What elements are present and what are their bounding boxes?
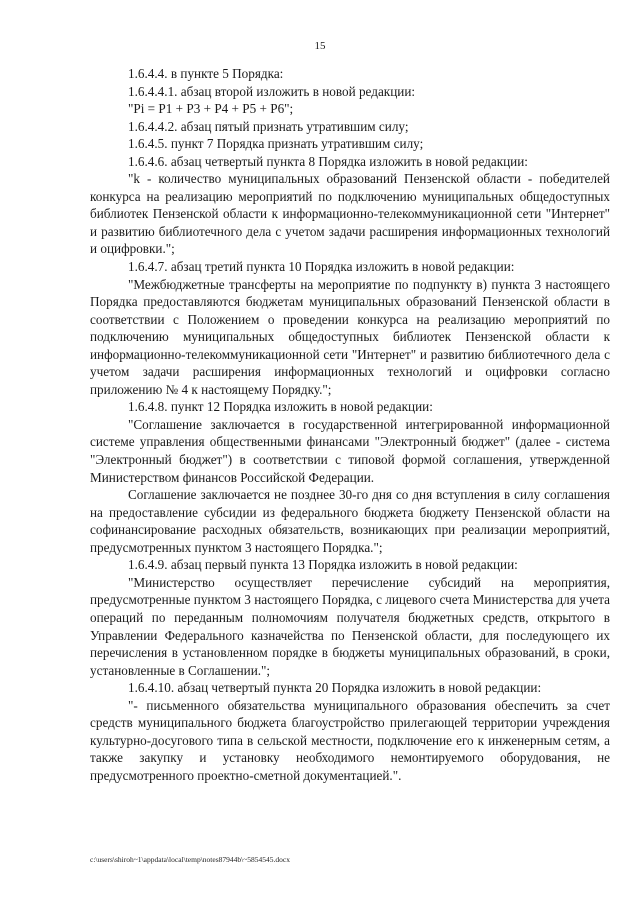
paragraph: 1.6.4.10. абзац четвертый пункта 20 Порядка изложить в новой редакции:	[128, 680, 542, 696]
page-number: 15	[314, 40, 326, 52]
footer-file-path: c:\users\shiroh~1\appdata\local\temp\notes87944b\~5854545.docx	[90, 855, 290, 864]
document-body	[90, 65, 610, 784]
paragraph: 1.6.4.4.1. абзац второй изложить в новой редакции:	[128, 83, 416, 99]
paragraph: 1.6.4.7. абзац третий пункта 10 Порядка изложить в новой редакции:	[128, 259, 515, 275]
paragraph: "k - количество муниципальных образований Пензенской области - победителей конкурса на реализацию мероприятий по подключению муниципальных общедоступных библиотек Пензенской области к информационно-телекоммуникационной сети "Интернет" и развитию библиотечного дела с учетом задачи расширения информационных технологий и оцифровки.";	[90, 171, 610, 257]
paragraph: 1.6.4.9. абзац первый пункта 13 Порядка изложить в новой редакции:	[128, 557, 518, 573]
paragraph: 1.6.4.6. абзац четвертый пункта 8 Порядка изложить в новой редакции:	[128, 153, 528, 169]
paragraph: 1.6.4.4.2. абзац пятый признать утратившим силу;	[128, 118, 409, 134]
paragraph: "Министерство осуществляет перечисление субсидий на мероприятия, предусмотренные пунктом 3 настоящего Порядка, с лицевого счета Министерства для учета операций по переданным полномочиям получателя бюджетных средств, открытого в Управлении Федерального казначейства по Пензенской области, для последующего их перечисления в установленном порядке в бюджеты муниципальных образований, в сроки, установленные в Соглашении.";	[90, 574, 610, 678]
paragraph: "Соглашение заключается в государственной интегрированной информационной системе управления общественными финансами "Электронный бюджет" (далее - система "Электронный бюджет") в соответствии с типовой формой соглашения, утвержденной Министерством финансов Российской Федерации.	[90, 416, 610, 485]
paragraph: "Pi = P1 + P3 + P4 + P5 + P6";	[128, 101, 294, 117]
paragraph: 1.6.4.4. в пункте 5 Порядка:	[128, 66, 284, 81]
paragraph: 1.6.4.8. пункт 12 Порядка изложить в новой редакции:	[128, 399, 433, 415]
paragraph: "Межбюджетные трансферты на мероприятие по подпункту в) пункта 3 настоящего Порядка предоставляются бюджетам муниципальных образований Пензенской области в соответствии с Положением о проведении конкурса на реализацию мероприятий по подключению муниципальных общедоступных библиотек Пензенской области к информационно-телекоммуникационной сети "Интернет" и развитию библиотечного дела с учетом задачи расширения информационных технологий и оцифровки согласно приложению № 4 к настоящему Порядку.";	[90, 276, 610, 397]
paragraph: 1.6.4.5. пункт 7 Порядка признать утратившим силу;	[128, 136, 424, 152]
paragraph: "- письменного обязательства муниципального образования обеспечить за счет средств муниципального бюджета благоустройство прилегающей территории учреждения культурно-досугового типа в сельской местности, подключение его к инженерным сетям, а также закупку и установку необходимого немонтируемого оборудования, не предусмотренного проектно-сметной документацией.".	[90, 697, 610, 783]
paragraph: Соглашение заключается не позднее 30-го дня со дня вступления в силу соглашения на предоставление субсидии из федерального бюджета бюджету Пензенской области на софинансирование расходных обязательств, возникающих при реализации мероприятий, предусмотренных пунктом 3 настоящего Порядка.";	[90, 487, 610, 555]
